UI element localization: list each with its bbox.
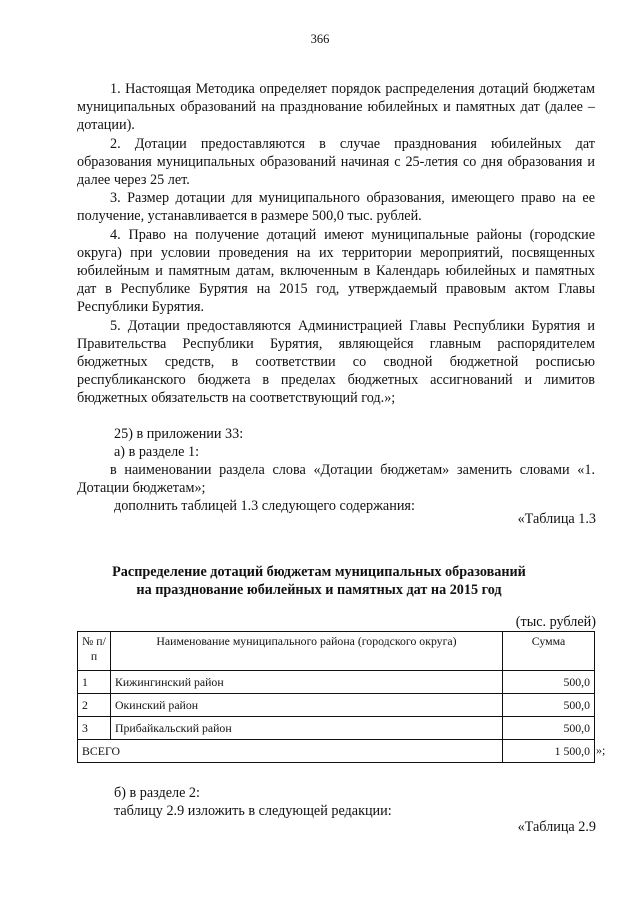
table-ref-1-3: «Таблица 1.3 xyxy=(517,511,596,527)
table-ref-2-9: «Таблица 2.9 xyxy=(517,819,596,835)
distribution-table xyxy=(77,631,595,763)
row-name: Прибайкальский район xyxy=(111,717,503,740)
total-sum: 1 500,0 xyxy=(503,740,595,763)
row-sum: 500,0 xyxy=(503,671,595,694)
amendment-sub-b-text: таблицу 2.9 изложить в следующей редакции: xyxy=(114,803,392,820)
units-label: (тыс. рублей) xyxy=(515,614,596,630)
header-num: № п/п xyxy=(78,632,111,671)
row-num: 2 xyxy=(78,694,111,717)
paragraph-5: 5. Дотации предоставляются Администрацией Главы Республики Бурятия и Правительства Республики Бурятия, являющейся главным распорядителем бюджетных средств, в соответствии со сводной бюджетной росписью республиканского бюджета в пределах бюджетных ассигнований и лимитов бюджетных обязательств на соответствующий год.»; xyxy=(77,317,595,407)
table-row xyxy=(78,717,595,740)
table-row xyxy=(78,694,595,717)
row-num: 1 xyxy=(78,671,111,694)
table-header-row xyxy=(78,632,595,671)
page-number: 366 xyxy=(310,32,330,46)
paragraph-3: 3. Размер дотации для муниципального образования, имеющего право на ее получение, устанавливается в размере 500,0 тыс. рублей. xyxy=(77,190,595,225)
table-title-line-1: Распределение дотаций бюджетам муниципальных образований xyxy=(112,564,526,580)
total-label: ВСЕГО xyxy=(78,740,503,763)
close-quote-mark: »; xyxy=(596,743,606,757)
paragraph-2: 2. Дотации предоставляются в случае празднования юбилейных дат образования муниципальных образований начиная с 25-летия со дня образования и далее через 25 лет. xyxy=(77,135,595,189)
table-title xyxy=(60,563,578,599)
paragraph-1: 1. Настоящая Методика определяет порядок распределения дотаций бюджетам муниципальных образований на празднование юбилейных и памятных дат (далее – дотации). xyxy=(77,81,595,134)
amendment-item-25: 25) в приложении 33: xyxy=(114,425,244,442)
row-name: Окинский район xyxy=(111,694,503,717)
amendment-sub-b: б) в разделе 2: xyxy=(114,785,200,801)
row-sum: 500,0 xyxy=(503,717,595,740)
paragraph-4: 4. Право на получение дотаций имеют муниципальные районы (городские округа) при условии проведения на их территории мероприятий, посвященных юбилейным и памятным датам, включенным в Календарь юбилейных и памятных дат в Республике Бурятия на 2015 год, утверждаемый правовым актом Главы Республики Бурятия. xyxy=(77,226,595,316)
table-title-line-2: на празднование юбилейных и памятных дат на 2015 год xyxy=(136,582,502,598)
body-text xyxy=(77,80,595,516)
row-name: Кижингинский район xyxy=(111,671,503,694)
row-sum: 500,0 xyxy=(503,694,595,717)
header-sum: Сумма xyxy=(503,632,595,671)
header-name: Наименование муниципального района (городского округа) xyxy=(111,632,503,671)
amendment-add-table: дополнить таблицей 1.3 следующего содержания: xyxy=(114,498,415,515)
row-num: 3 xyxy=(78,717,111,740)
amendment-sub-a-text: в наименовании раздела слова «Дотации бюджетам» заменить словами «1. Дотации бюджетам»; xyxy=(77,462,595,497)
amendment-sub-a: а) в разделе 1: xyxy=(114,443,200,460)
table-total-row xyxy=(78,740,595,763)
table-row xyxy=(78,671,595,694)
after-table-text xyxy=(77,784,595,820)
